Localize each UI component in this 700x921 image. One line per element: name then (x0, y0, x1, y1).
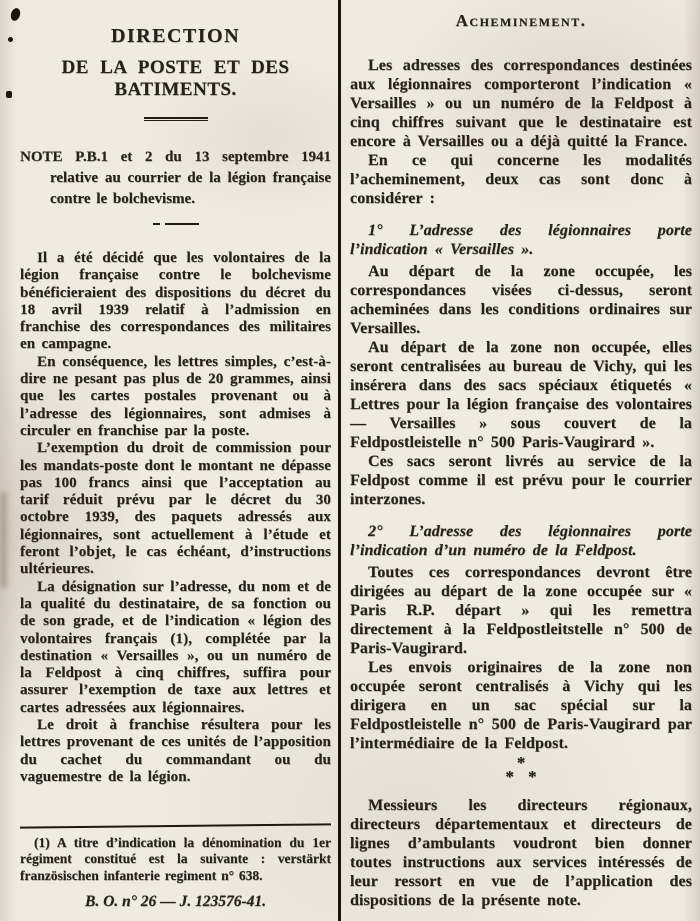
rule-dash (153, 223, 160, 225)
bottom-margin (350, 910, 692, 921)
asterism-divider (350, 753, 692, 786)
scan-smudge (0, 492, 7, 588)
subsection-heading-2: 2° L’adresse des légionnaires porte l’indication d’un numéro de la Feldpost. (350, 523, 692, 559)
rule-line (165, 223, 199, 225)
title-rule (144, 117, 208, 121)
paragraph: En ce qui concerne les modalités l’acheminement, deux cas sont donc à considérer : (350, 152, 692, 207)
scan-speck (8, 37, 13, 42)
left-body-text (20, 250, 331, 786)
section-header: Acheminement. (455, 11, 587, 30)
document-title-line2: DE LA POSTE ET DES BATIMENTS. (61, 57, 290, 100)
asterisk-icon: * (505, 767, 514, 786)
paragraph: Au départ de la zone non occupée, elles seront centralisées au bureau de Vichy, qui les insérera dans des sacs spéciaux étiquetés « Lettres pour la légion française des volontaires — Versailles » sous couvert de la Feldpostleistelle n° 500 Paris-Vaugirard ». (350, 339, 692, 451)
paragraph: Les envois originaires de la zone non occupée seront centralisés à Vichy qui les dirigera en un sac spécial sur la Feldpostleistelle n° 500 de Paris-Vaugirard par l’intermédiaire de la Feldpost. (350, 659, 692, 752)
footnote-text: (1) A titre d’indication la dénomination du 1er régiment constitué est la suivante : verstärkt französischen infanterie regiment n° 638. (20, 834, 331, 883)
note-rule (153, 223, 199, 225)
scan-speck (6, 91, 12, 98)
asterism-bottom-row (350, 767, 692, 786)
asterisk-icon: * (528, 767, 537, 786)
paragraph: Toutes ces correspondances devront être dirigées au départ de la zone occupée sur « Paris R.P. départ » qui les remettra directement à la Feldpostleitstelle n° 500 de Paris-Vaugirard. (350, 564, 692, 657)
right-column (350, 0, 692, 921)
subsection-heading-1: 1° L’adresse des légionnaires porte l’indication « Versailles ». (350, 222, 692, 258)
left-column (20, 0, 331, 921)
footnote-rule (20, 823, 331, 828)
footnote-block (20, 825, 331, 912)
paragraph: En conséquence, les lettres simples, c’est-à-dire ne pesant pas plus de 20 grammes, ainsi que les cartes postales provenant ou à l’adresse des légionnaires, sont admises à circuler en franchise par la poste. (20, 353, 331, 439)
closing-paragraph: Messieurs les directeurs régionaux, directeurs départementaux et directeurs de lignes d’ambulants voudront bien donner toutes instructions aux services intéressés de leur ressort en vue de l’application des dispositions de la présente note. (350, 797, 692, 909)
asterisk-icon: * (516, 753, 526, 772)
paragraph: Le droit à franchise résultera pour les lettres provenant de ces unités de l’apposition du cachet du commandant ou du vaguemestre de la légion. (20, 717, 331, 785)
note-reference: NOTE P.B.1 et 2 du 13 septembre 1941 relative au courrier de la légion française contre le bolchevisme. (20, 149, 331, 207)
paragraph: Ces sacs seront livrés au service de la Feldpost comme il est prévu pour le courrier interzones. (350, 453, 692, 508)
bulletin-reference: B. O. n° 26 — J. 123576-41. (84, 893, 266, 910)
paragraph: Au départ de la zone occupée, les correspondances visées ci-dessus, seront acheminées dans les conditions ordinaires sur Versailles. (350, 263, 692, 337)
paragraph: La désignation sur l’adresse, du nom et de la qualité du destinataire, de sa fonction ou de son grade, et de l’indication « légion des volontaires français (1), complétée par la destination « Versailles », ou un numéro de la Feldpost à cinq chiffres, suffira pour assurer l’exemption de taxe aux lettres et cartes adressées aux légionnaires. (20, 578, 331, 716)
right-body-text (350, 56, 692, 921)
document-title-line1: DIRECTION (110, 25, 241, 47)
paragraph: Les adresses des correspondances destinées aux légionnaires comporteront l’indication « Versailles » ou un numéro de la Feldpost à cinq chiffres suivant que le destinataire est encore à Versailles ou a déjà quitté la France. (350, 57, 692, 150)
paragraph: Il a été décidé que les volontaires de la légion française contre le bolchevisme bénéficieraient des dispositions du décret du 18 avril 1939 relatif à l’admission en franchise des correspondances des militaires en campagne. (20, 250, 331, 353)
spacer (20, 786, 331, 824)
paragraph: L’exemption du droit de commission pour les mandats-poste dont le montant ne dépasse pas 100 francs ainsi que l’acceptation au tarif réduit prévu par le décret du 30 octobre 1939, des paquets adressés aux légionnaires, sont actuellement à l’étude et feront l’objet, le cas échéant, d’instructions ultérieures. (20, 440, 331, 578)
column-divider-rule (338, 0, 341, 921)
